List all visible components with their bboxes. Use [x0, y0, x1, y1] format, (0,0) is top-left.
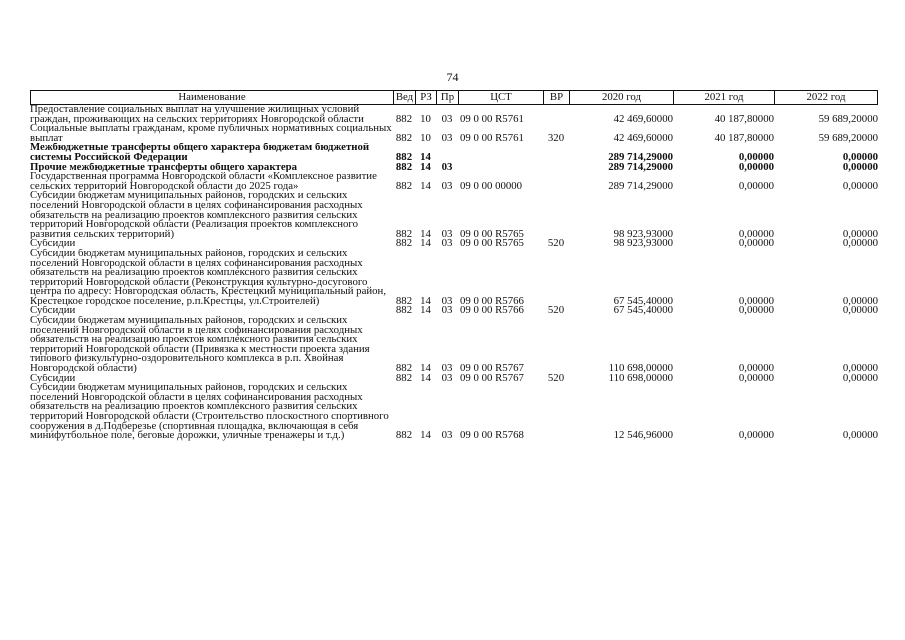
row-2020: 67 545,40000 — [613, 296, 673, 307]
row-rz: 14 — [420, 239, 431, 249]
row-rz: 14 — [420, 152, 431, 163]
row-pr: 03 — [441, 229, 453, 240]
row-rz: 10 — [420, 133, 431, 144]
row-2021: 0,00000 — [738, 373, 774, 384]
row-name: Субсидии бюджетам муниципальных районов, городских и сельских поселений Новгородской области в целях софинансирования расходных обязательств на реализацию проектов комплексного развития сельских территорий Новгородской области (Привязка к местности проекта здания типового физкультурно-оздоровительного комплекса в р.п. Хвойная Новгородской области) — [30, 316, 370, 374]
row-pr: 03 — [441, 306, 453, 317]
table-row — [30, 143, 878, 162]
budget-table — [30, 90, 878, 441]
row-pr: 03 — [441, 133, 453, 144]
row-pr: 03 — [441, 114, 453, 125]
row-ved: 882 — [395, 152, 413, 163]
row-vr: 320 — [547, 133, 565, 144]
table-row — [30, 163, 878, 173]
row-rz: 14 — [420, 364, 431, 374]
row-rz: 14 — [420, 296, 431, 307]
row-rz: 10 — [420, 114, 431, 125]
row-name: Субсидии бюджетам муниципальных районов, городских и сельских поселений Новгородской области в целях софинансирования расходных обязательств на реализацию проектов комплексного развития сельских территорий Новгородской области (Реализация проектов комплексного развития сельских территорий) — [30, 191, 363, 240]
row-name: Межбюджетные трансферты общего характера бюджетам бюджетной системы Российской Федерации — [30, 143, 370, 163]
table-row — [30, 239, 878, 249]
header-2020: 2020 год — [569, 91, 673, 104]
row-ved: 882 — [395, 306, 413, 317]
row-2020: 12 546,96000 — [613, 431, 673, 441]
row-cst: 09 0 00 R5766 — [460, 296, 524, 307]
row-2020: 98 923,93000 — [613, 229, 673, 240]
page-number: 74 — [446, 70, 459, 84]
row-ved: 882 — [395, 239, 413, 249]
header-cst: ЦСТ — [458, 91, 543, 104]
row-2022: 0,00000 — [842, 162, 878, 173]
row-2021: 40 187,80000 — [714, 133, 774, 144]
header-vr: ВР — [543, 91, 569, 104]
row-2020: 110 698,00000 — [608, 373, 673, 384]
row-2020: 42 469,60000 — [613, 114, 673, 125]
row-cst: 09 0 00 00000 — [460, 181, 523, 192]
row-2021: 0,00000 — [738, 239, 774, 249]
row-name: Субсидии — [30, 306, 76, 317]
row-pr: 03 — [441, 239, 453, 249]
row-pr: 03 — [441, 373, 453, 384]
row-ved: 882 — [395, 229, 413, 240]
row-name: Субсидии бюджетам муниципальных районов, городских и сельских поселений Новгородской области в целях софинансирования расходных обязательств на реализацию проектов комплексного развития сельских территорий Новгородской области (Реконструкция культурно-досугового центра по адресу: Новгородская область, Крестецкий муниципальный район, Крестецкое городское поселение, р.п.Крестцы, ул.Строителей) — [30, 248, 387, 307]
row-2022: 59 689,20000 — [818, 114, 878, 125]
row-2021: 40 187,80000 — [714, 114, 774, 125]
row-name: Социальные выплаты гражданам, кроме публичных нормативных социальных выплат — [30, 124, 392, 144]
row-ved: 882 — [395, 373, 413, 384]
row-rz: 14 — [420, 306, 431, 317]
row-2022: 0,00000 — [842, 306, 878, 317]
row-2021: 0,00000 — [738, 181, 774, 192]
table-row — [30, 172, 878, 191]
table-row — [30, 124, 878, 143]
row-rz: 14 — [420, 181, 431, 192]
row-pr: 03 — [441, 431, 453, 441]
row-name: Субсидии бюджетам муниципальных районов, городских и сельских поселений Новгородской области в целях софинансирования расходных обязательств на реализацию проектов комплексного развития сельских территорий Новгородской области (Строительство плоскостного спортивного сооружения в д.Подберезье (спортивная площадка, включающая в себя минифутбольное поле, беговые дорожки, уличные тренажеры и т.д.) — [30, 383, 389, 441]
table-header — [30, 90, 878, 105]
row-2022: 0,00000 — [842, 152, 878, 163]
row-name: Прочие межбюджетные трансферты общего характера — [30, 162, 298, 173]
row-ved: 882 — [395, 431, 413, 441]
row-2020: 289 714,29000 — [608, 181, 673, 192]
row-cst: 09 0 00 R5761 — [460, 133, 524, 144]
header-ved: Вед — [393, 91, 415, 104]
table-row — [30, 374, 878, 384]
row-cst: 09 0 00 R5761 — [460, 114, 524, 125]
row-ved: 882 — [395, 162, 413, 173]
row-cst: 09 0 00 R5765 — [460, 239, 524, 249]
table-row — [30, 316, 878, 374]
row-2021: 0,00000 — [738, 306, 774, 317]
row-ved: 882 — [395, 114, 413, 125]
row-cst: 09 0 00 R5768 — [460, 431, 524, 441]
row-name: Государственная программа Новгородской области «Комплексное развитие сельских территорий Новгородской области до 2025 года» — [30, 172, 377, 192]
row-2022: 0,00000 — [842, 364, 878, 374]
row-2020: 42 469,60000 — [613, 133, 673, 144]
row-pr: 03 — [441, 181, 453, 192]
table-row — [30, 383, 878, 441]
row-2020: 110 698,00000 — [608, 364, 673, 374]
row-cst: 09 0 00 R5765 — [460, 229, 524, 240]
row-ved: 882 — [395, 181, 413, 192]
row-2020: 98 923,93000 — [613, 239, 673, 249]
row-name: Субсидии — [30, 239, 76, 249]
row-name: Предоставление социальных выплат на улучшение жилищных условий граждан, проживающих на сельских территориях Новгородской области — [30, 105, 364, 125]
row-2022: 0,00000 — [842, 431, 878, 441]
row-cst: 09 0 00 R5767 — [460, 364, 524, 374]
row-2022: 0,00000 — [842, 373, 878, 384]
row-cst: 09 0 00 R5766 — [460, 306, 524, 317]
row-rz: 14 — [420, 431, 431, 441]
row-rz: 14 — [420, 373, 431, 384]
row-2022: 0,00000 — [842, 181, 878, 192]
row-2022: 59 689,20000 — [818, 133, 878, 144]
row-2020: 67 545,40000 — [613, 306, 673, 317]
row-2021: 0,00000 — [738, 431, 774, 441]
row-rz: 14 — [420, 162, 431, 173]
header-pr: Пр — [436, 91, 458, 104]
header-name: Наименование — [30, 91, 393, 104]
row-ved: 882 — [395, 296, 413, 307]
row-2021: 0,00000 — [738, 229, 774, 240]
table-row — [30, 191, 878, 239]
row-cst: 09 0 00 R5767 — [460, 373, 524, 384]
table-row — [30, 249, 878, 307]
row-2022: 0,00000 — [842, 239, 878, 249]
row-2021: 0,00000 — [738, 296, 774, 307]
row-2021: 0,00000 — [738, 152, 774, 163]
row-2022: 0,00000 — [842, 229, 878, 240]
table-row — [30, 306, 878, 316]
row-ved: 882 — [395, 364, 413, 374]
row-2022: 0,00000 — [842, 296, 878, 307]
header-2022: 2022 год — [774, 91, 878, 104]
row-pr: 03 — [441, 162, 453, 173]
table-row — [30, 105, 878, 124]
row-2020: 289 714,29000 — [608, 162, 673, 173]
header-rz: РЗ — [415, 91, 436, 104]
row-pr: 03 — [441, 296, 453, 307]
row-vr: 520 — [547, 373, 565, 384]
row-ved: 882 — [395, 133, 413, 144]
row-2020: 289 714,29000 — [608, 152, 673, 163]
row-pr: 03 — [441, 364, 453, 374]
row-2021: 0,00000 — [738, 364, 774, 374]
row-rz: 14 — [420, 229, 431, 240]
row-vr: 520 — [547, 306, 565, 317]
header-2021: 2021 год — [673, 91, 774, 104]
row-name: Субсидии — [30, 373, 76, 384]
row-2021: 0,00000 — [738, 162, 774, 173]
row-vr: 520 — [547, 239, 565, 249]
